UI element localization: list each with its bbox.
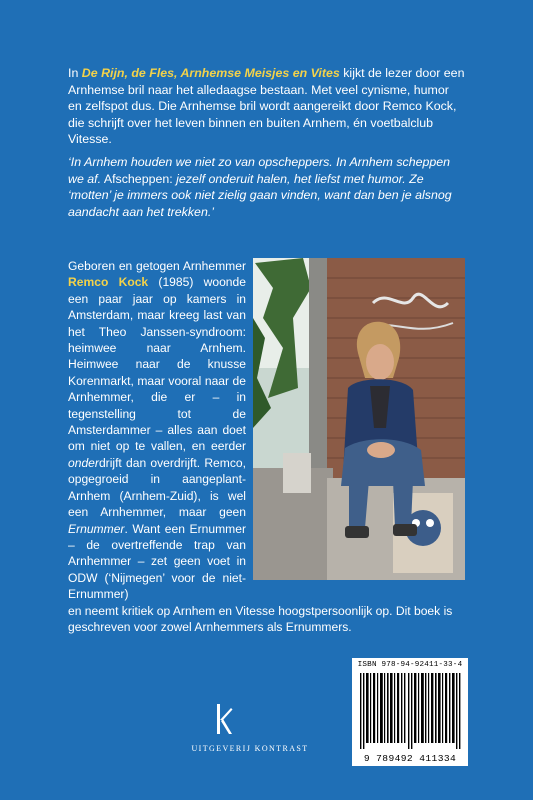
- quote-text-1: ‘In Arnhem houden we niet zo van opscheppers. In Arnhem scheppen we af.: [68, 154, 451, 186]
- bio-text-a: (1985) woonde een paar jaar op kamers in Amsterdam, maar kreeg last van het Theo Janssen-syndroom: heimwee naar Arnhem. Heimwee naar de knusse Korenmarkt, maar vooral naar de Arnhemmer, die er – in tegenstelling tot de Amsterdammer – alles aan doet om niet op te vallen, en eerder: [68, 275, 246, 454]
- bio-lead: Geboren en getogen Arnhemmer: [68, 259, 246, 273]
- isbn-digits: 9 789492 411334: [363, 753, 457, 764]
- intro-block: [68, 65, 466, 220]
- intro-text-rest: kijkt de lezer door een Arnhemse bril naar het alledaagse bestaan. Met veel cynisme, humor en zelfspot dus. Die Arnhemse bril wordt aangereikt door Remco Kock, die schrijft over het leven binnen en buiten Arnhem, én voetbalclub Vitesse.: [68, 66, 465, 147]
- intro-paragraph: [68, 65, 466, 148]
- book-title: De Rijn, de Fles, Arnhemse Meisjes en Vites: [81, 66, 340, 80]
- isbn-label: ISBN 978-94-92411-33-4: [357, 661, 463, 669]
- publisher-logo-icon: [214, 704, 234, 734]
- bio-column: [68, 258, 246, 603]
- author-name: Remco Kock: [68, 275, 149, 290]
- intro-text-start: In: [68, 66, 82, 80]
- quote-text-2: Afscheppen:: [101, 171, 177, 186]
- quote-paragraph: [68, 154, 466, 220]
- barcode-bars: [358, 673, 462, 749]
- isbn-barcode: [352, 658, 468, 766]
- publisher-name: UITGEVERIJ KONTRAST: [191, 744, 309, 753]
- bio-text-onder: onder: [68, 455, 99, 470]
- bio-text-d: en neemt kritiek op Arnhem en Vitesse hoogstpersoonlijk op. Dit boek is geschreven voor zowel Arnhemmers als Ernummers.: [68, 603, 453, 634]
- bio-text-b: drijft dan overdrijft. Remco, opgegroeid in aangeplant-Arnhem (Arnhem-Zuid), is wel een Arnhemmer, maar geen: [68, 455, 246, 520]
- bio-text-c: . Want een Ernummer – de overtreffende trap van Arnhemmer – zet geen voet in ODW (‘Nijmegen’ voor de niet-Ernummer): [68, 521, 246, 602]
- quote-text-3: jezelf onderuit halen, het liefst met humor. Ze ‘motten’ je immers ook niet zielig gaan vinden, want dan ben je alsnog aandacht aan het trekken.’: [68, 171, 452, 219]
- author-bio: [68, 258, 466, 635]
- bio-text-ernummer: Ernummer: [68, 521, 125, 536]
